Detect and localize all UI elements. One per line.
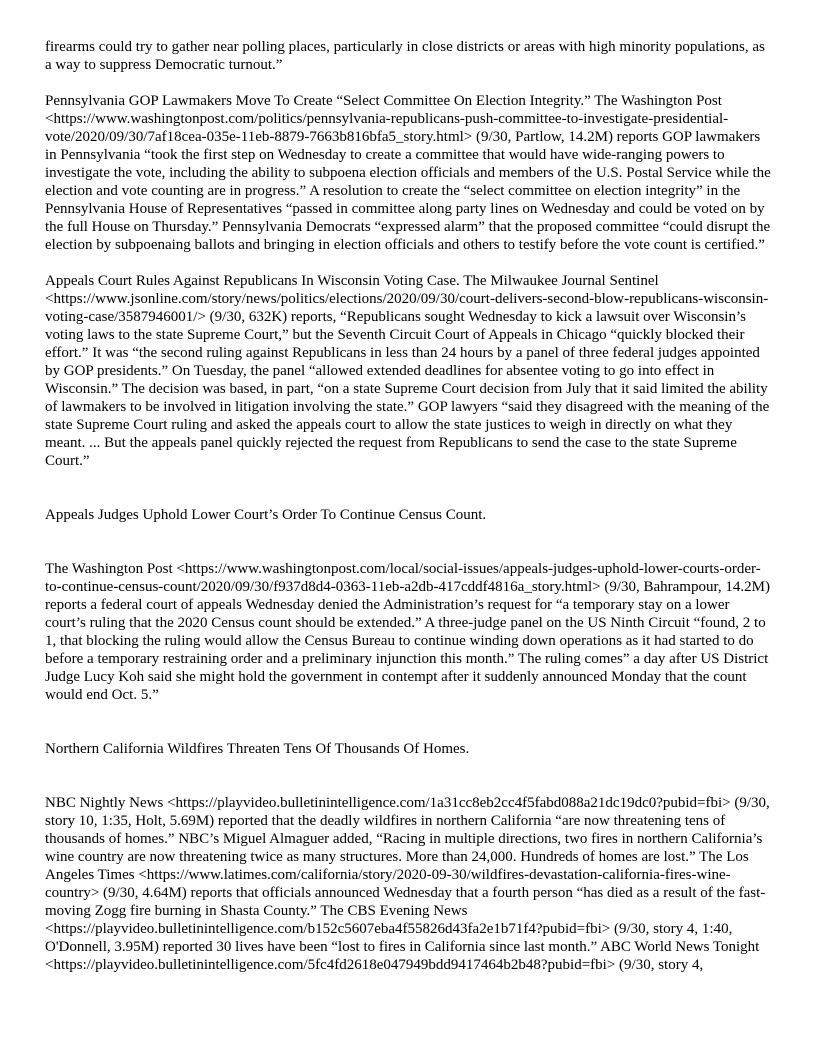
paragraph-spacer bbox=[45, 704, 773, 740]
paragraph-wildfires-coverage: NBC Nightly News <https://playvideo.bulletinintelligence.com/1a31cc8eb2cc4f5fabd088a21dc19dc0?pubid=fbi> (9/30, story 10, 1:35, Holt, 5.69M) reported that the deadly wildfires in northern California “are now threatening tens of thousands of homes.” NBC’s Miguel Almaguer added, “Racing in multiple directions, two fires in northern California’s wine country are now threatening twice as many structures. More than 24,000. Hundreds of homes are lost.” The Los Angeles Times <https://www.latimes.com/california/story/2020-09-30/wildfires-devastation-california-fires-wine-country> (9/30, 4.64M) reports that officials announced Wednesday that a fourth person “has died as a result of the fast-moving Zogg fire burning in Shasta County.” The CBS Evening News <https://playvideo.bulletinintelligence.com/b152c5607eba4f55826d43fa2e1b71f4?pubid=fbi> (9/30, story 4, 1:40, O'Donnell, 3.95M) reported 30 lives have been “lost to fires in California since last month.” ABC World News Tonight <https://playvideo.bulletinintelligence.com/5fc4fd2618e047949bdd9417464b2b48?pubid=fbi> (9/30, story 4, bbox=[45, 795, 770, 973]
paragraph-spacer bbox=[45, 524, 773, 560]
heading-census-count: Appeals Judges Uphold Lower Court’s Order To Continue Census Count. bbox=[45, 507, 487, 523]
heading-california-wildfires: Northern California Wildfires Threaten Tens Of Thousands Of Homes. bbox=[45, 741, 470, 757]
paragraph-firearms-continuation: firearms could try to gather near polling places, particularly in close districts or areas with high minority populations, as a way to suppress Democratic turnout.” bbox=[45, 39, 765, 73]
paragraph-spacer bbox=[45, 254, 773, 272]
paragraph-pennsylvania-committee: Pennsylvania GOP Lawmakers Move To Create “Select Committee On Election Integrity.” The Washington Post <https://www.washingtonpost.com/politics/pennsylvania-republicans-push-committee-to-investigate-presidential-vote/2020/09/30/7af18cea-035e-11eb-8879-7663b816bfa5_story.html> (9/30, Partlow, 14.2M) reports GOP lawmakers in Pennsylvania “took the first step on Wednesday to create a committee that would have wide-ranging powers to investigate the vote, including the ability to subpoena election officials and members of the U.S. Postal Service while the election and vote counting are in progress.” A resolution to create the “select committee on election integrity” in the Pennsylvania House of Representatives “passed in committee along party lines on Wednesday and could be voted on by the full House on Thursday.” Pennsylvania Democrats “expressed alarm” that the proposed committee “could disrupt the election by subpoenaing ballots and bringing in election officials and others to testify before the vote count is certified.” bbox=[45, 93, 771, 253]
paragraph-wisconsin-appeals: Appeals Court Rules Against Republicans In Wisconsin Voting Case. The Milwaukee Journal Sentinel <https://www.jsonline.com/story/news/politics/elections/2020/09/30/court-delivers-second-blow-republicans-wisconsin-voting-case/3587946001/> (9/30, 632K) reports, “Republicans sought Wednesday to kick a lawsuit over Wisconsin’s voting laws to the state Supreme Court,” but the Seventh Circuit Court of Appeals in Chicago “quickly blocked their effort.” It was “the second ruling against Republicans in less than 24 hours by a panel of three federal judges appointed by GOP presidents.” On Tuesday, the panel “allowed extended deadlines for absentee voting to go into effect in Wisconsin.” The decision was based, in part, “on a state Supreme Court decision from July that it said limited the ability of lawmakers to be involved in litigation involving the state.” GOP lawyers “said they disagreed with the meaning of the state Supreme Court ruling and asked the appeals court to allow the state justices to weigh in directly on what they meant. ... But the appeals panel quickly rejected the request from Republicans to send the case to the state Supreme Court.” bbox=[45, 273, 770, 469]
paragraph-spacer bbox=[45, 758, 773, 794]
paragraph-spacer bbox=[45, 74, 773, 92]
paragraph-census-ruling: The Washington Post <https://www.washingtonpost.com/local/social-issues/appeals-judges-uphold-lower-courts-order-to-continue-census-count/2020/09/30/f937d8d4-0363-11eb-a2db-417cddf4816a_story.html> (9/30, Bahrampour, 14.2M) reports a federal court of appeals Wednesday denied the Administration’s request for “a temporary stay on a lower court’s ruling that the 2020 Census count should be extended.” A three-judge panel on the US Ninth Circuit “found, 2 to 1, that blocking the ruling would allow the Census Bureau to continue winding down operations as it had started to do before a temporary restraining order and a preliminary injunction this month.” The ruling comes” a day after US District Judge Lucy Koh said she might hold the government in contempt after it suddenly announced Monday that the count would end Oct. 5.” bbox=[45, 561, 770, 703]
paragraph-spacer bbox=[45, 470, 773, 506]
document-page bbox=[45, 38, 773, 974]
